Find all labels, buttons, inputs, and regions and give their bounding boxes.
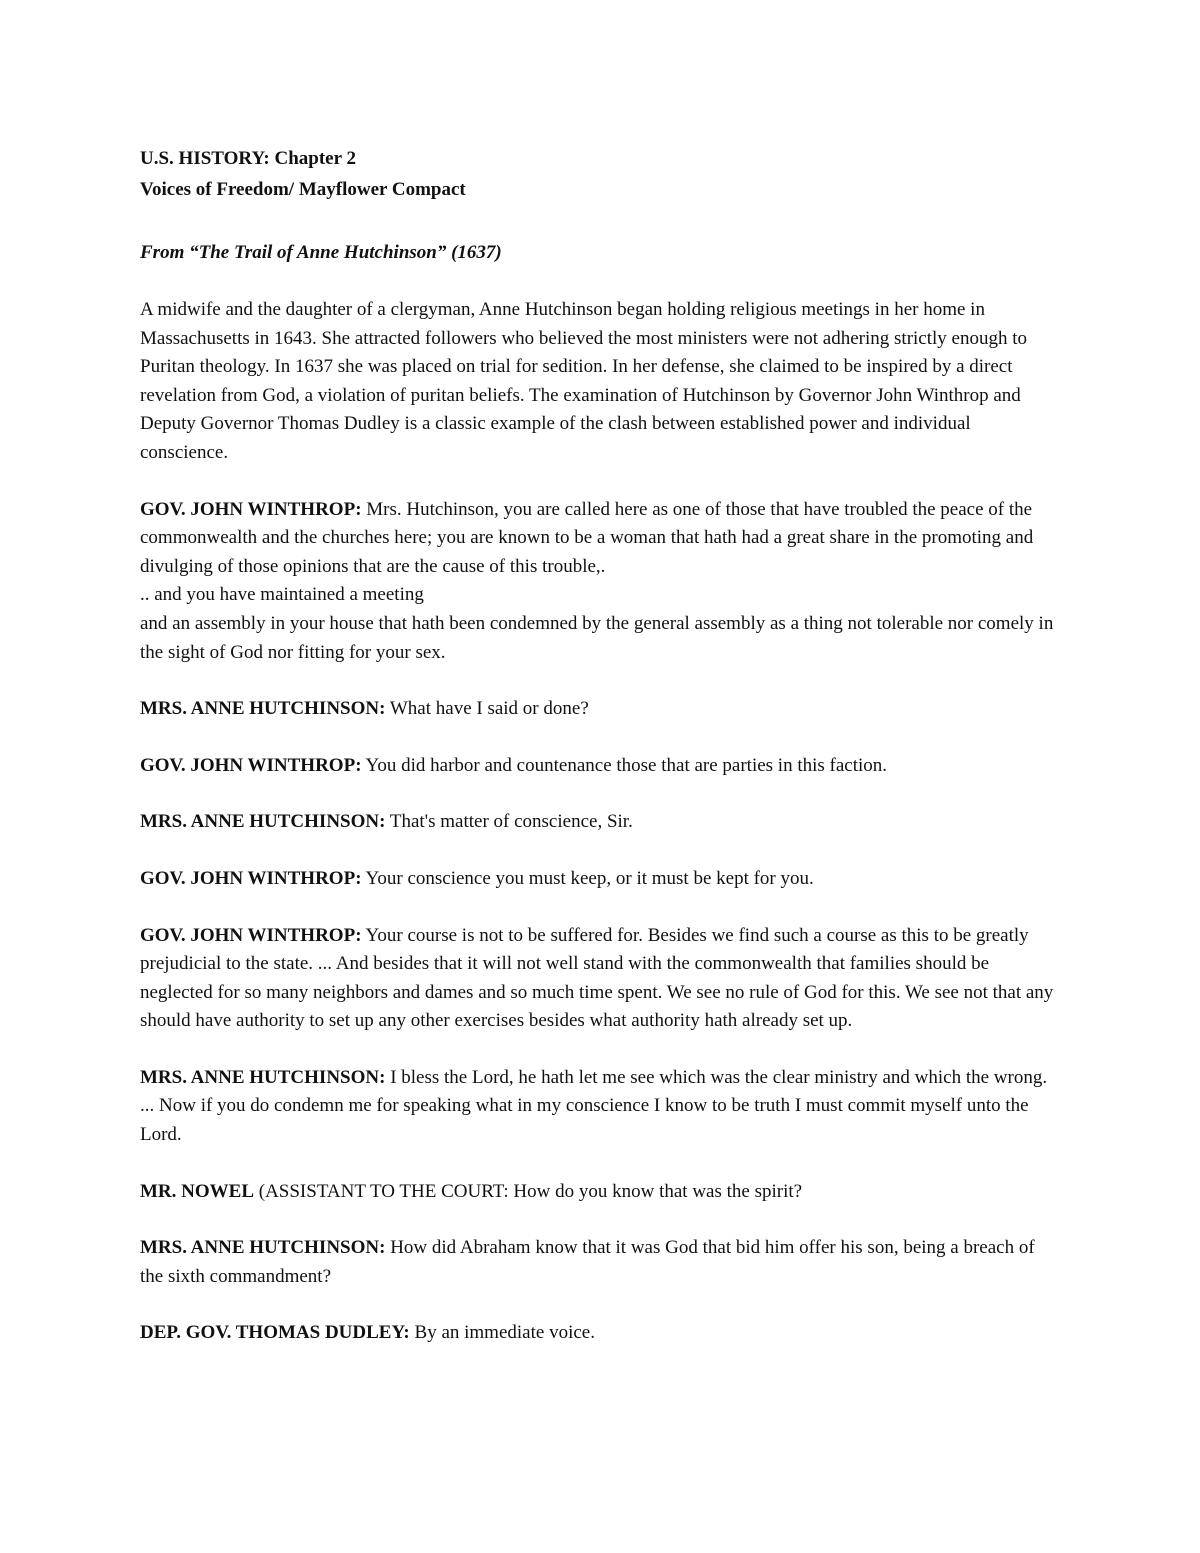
excerpt-source-title: From “The Trail of Anne Hutchinson” (1637) xyxy=(140,242,502,263)
dialogue-text: Your course is not to be suffered for. Besides we find such a course as this to be greatly prejudicial to the state. ... And besides that it will not well stand with the commonwealth that families should be neglected for so many neighbors and dames and so much time spent. We see no rule of God for this. We see not that any should have authority to set up any other exercises besides what authority hath already set up. xyxy=(140,924,1054,1032)
speaker-name: GOV. JOHN WINTHROP: xyxy=(140,867,362,889)
dialogue-text: (ASSISTANT TO THE COURT: How do you know that was the spirit? xyxy=(254,1180,803,1202)
dialogue-entry xyxy=(140,865,1060,894)
dialogue-text: What have I said or done? xyxy=(385,698,589,720)
dialogue-entry xyxy=(140,752,1060,781)
dialogue-text: I bless the Lord, he hath let me see which was the clear ministry and which the wrong. ... Now if you do condemn me for speaking what in my conscience I know to be truth I must commit myself unto the Lord. xyxy=(140,1066,1048,1146)
dialogue-entry xyxy=(140,922,1060,1036)
dialogue-entry xyxy=(140,1319,1060,1348)
dialogue-text: You did harbor and countenance those that are parties in this faction. xyxy=(361,754,888,776)
page-title: U.S. HISTORY: Chapter 2 xyxy=(140,148,356,169)
page-subheading: Voices of Freedom/ Mayflower Compact xyxy=(140,179,466,200)
speaker-name: DEP. GOV. THOMAS DUDLEY: xyxy=(140,1322,410,1344)
dialogue-continuation: .. and you have maintained a meeting xyxy=(140,584,424,606)
speaker-name: GOV. JOHN WINTHROP: xyxy=(140,924,362,946)
dialogue-text: By an immediate voice. xyxy=(409,1322,595,1344)
dialogue-continuation: and an assembly in your house that hath been condemned by the general assembly as a thing not tolerable nor comely in the sight of God nor fitting for your sex. xyxy=(140,612,1054,663)
speaker-name: MRS. ANNE HUTCHINSON: xyxy=(140,1066,386,1088)
speaker-name: MRS. ANNE HUTCHINSON: xyxy=(140,1237,386,1259)
speaker-name: MRS. ANNE HUTCHINSON: xyxy=(140,698,386,720)
speaker-name: GOV. JOHN WINTHROP: xyxy=(140,498,362,520)
speaker-name: MRS. ANNE HUTCHINSON: xyxy=(140,811,386,833)
dialogue-text: Your conscience you must keep, or it must be kept for you. xyxy=(361,867,814,889)
dialogue-text: Mrs. Hutchinson, you are called here as one of those that have troubled the peace of the commonwealth and the churches here; you are known to be a woman that hath had a great share in the promoting and divulging of those opinions that are the cause of this trouble,. xyxy=(140,498,1034,577)
document-page xyxy=(140,143,1060,1348)
dialogue-text: That's matter of conscience, Sir. xyxy=(385,811,633,833)
dialogue-entry xyxy=(140,695,1060,724)
dialogue-text: How did Abraham know that it was God that bid him offer his son, being a breach of the sixth commandment? xyxy=(140,1237,1035,1287)
dialogue-entry xyxy=(140,808,1060,837)
speaker-name: GOV. JOHN WINTHROP: xyxy=(140,754,362,776)
intro-paragraph: A midwife and the daughter of a clergyman, Anne Hutchinson began holding religious meetings in her home in Massachusetts in 1643. She attracted followers who believed the most ministers were not adhering strictly enough to Puritan theology. In 1637 she was placed on trial for sedition. In her defense, she claimed to be inspired by a direct revelation from God, a violation of puritan beliefs. The examination of Hutchinson by Governor John Winthrop and Deputy Governor Thomas Dudley is a classic example of the clash between established power and individual conscience. xyxy=(140,299,1027,463)
dialogue-entry xyxy=(140,496,1060,668)
dialogue-entry xyxy=(140,1234,1060,1291)
dialogue-entry xyxy=(140,1064,1060,1150)
speaker-name: MR. NOWEL xyxy=(140,1180,254,1202)
dialogue-entry xyxy=(140,1178,1060,1207)
